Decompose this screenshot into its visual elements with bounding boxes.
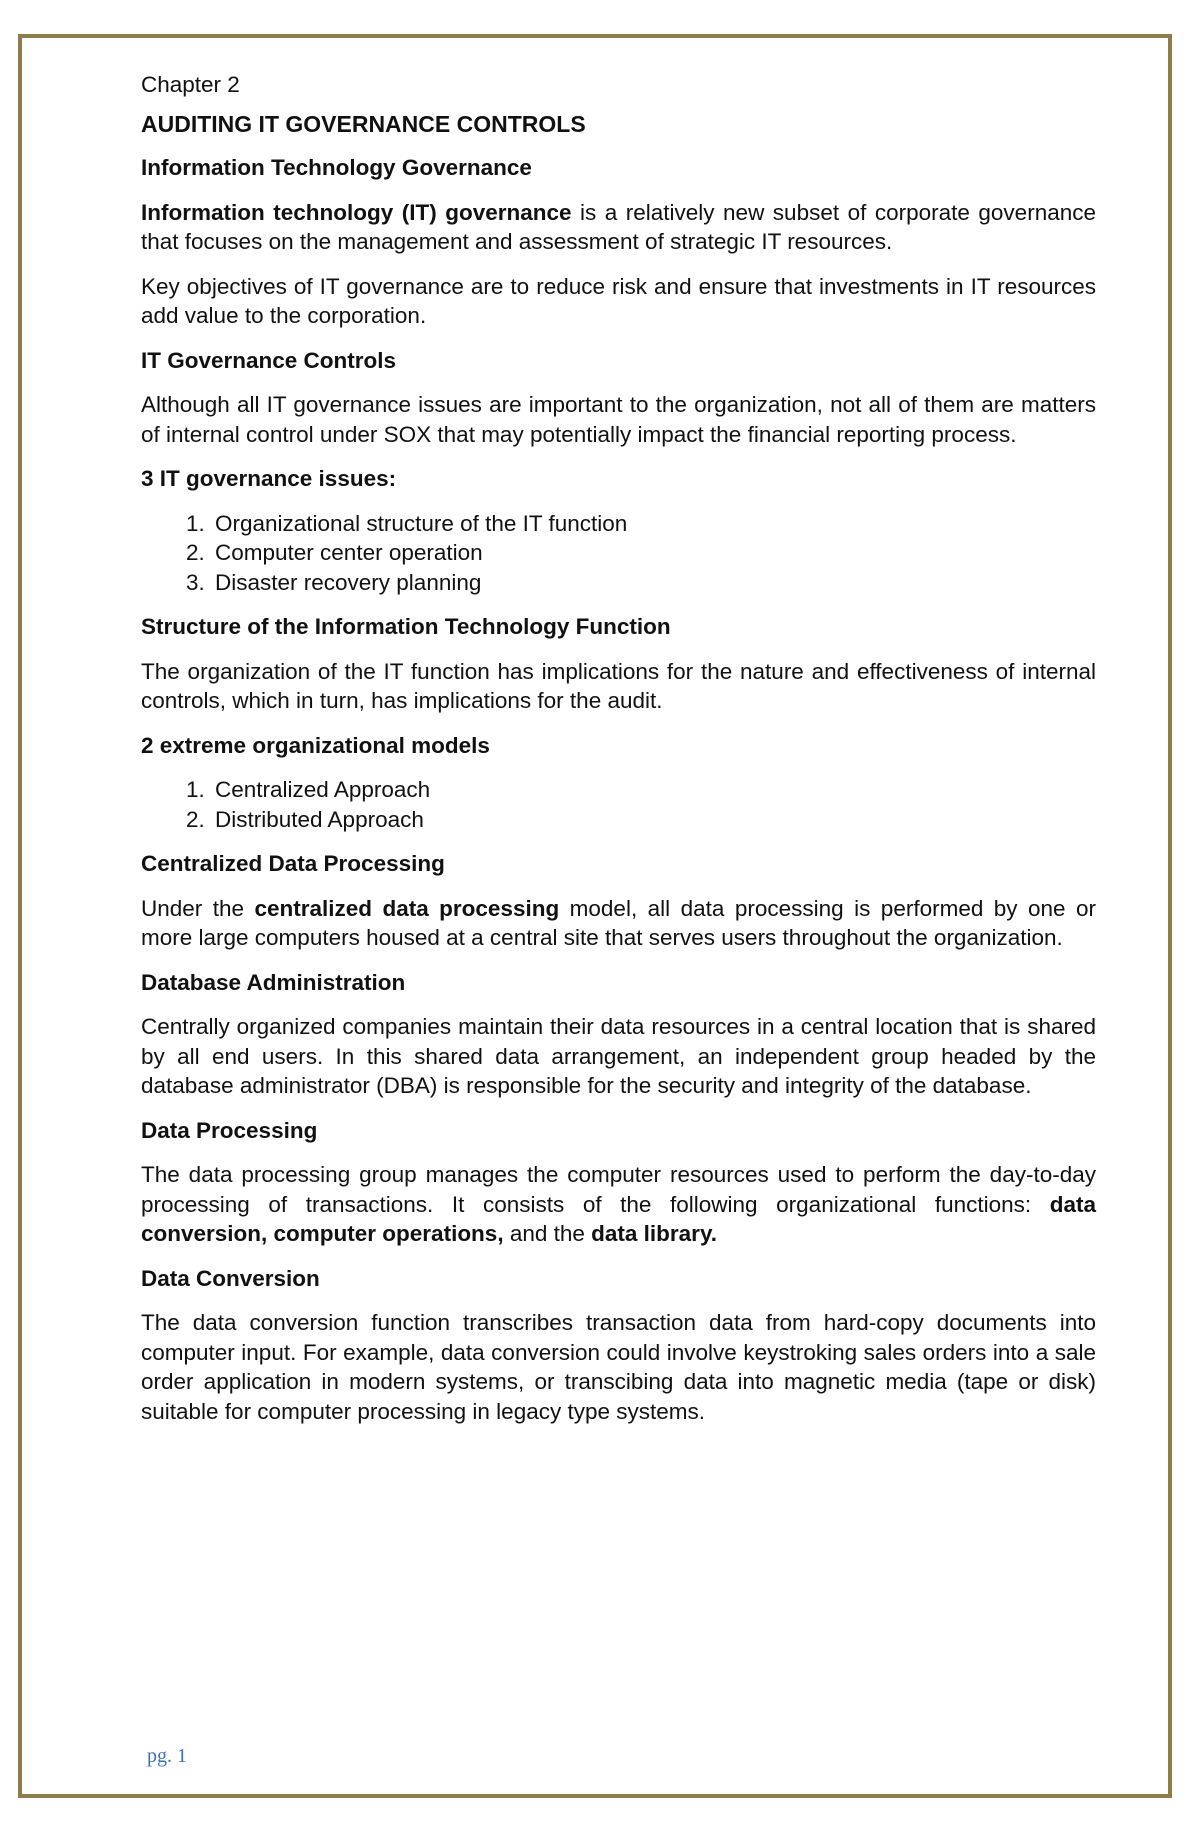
document-title: AUDITING IT GOVERNANCE CONTROLS	[141, 110, 586, 137]
heading-database-administration: Database Administration	[141, 969, 406, 995]
paragraph-database-administration: Centrally organized companies maintain their data resources in a central location that is shared by all end users. In this shared data arrangement, an independent group headed by the database administrator (DBA) is responsible for the security and integrity of the database.	[141, 1014, 1096, 1098]
organizational-models-list	[141, 775, 1096, 834]
list-item: 3. Disaster recovery planning	[211, 568, 1096, 598]
paragraph-it-governance-definition	[141, 198, 1096, 257]
list-item: 1. Centralized Approach	[211, 775, 1096, 805]
bold-term: data conversion, computer operations,	[141, 1191, 1096, 1246]
list-item: 2. Distributed Approach	[211, 805, 1096, 835]
governance-issues-list	[141, 509, 1096, 598]
bold-term: centralized data processing	[254, 895, 560, 921]
paragraph-text: The data processing group manages the computer resources used to perform the day-to-day processing of transactions. It consists of the following organizational functions:	[141, 1162, 1096, 1217]
heading-organizational-models: 2 extreme organizational models	[141, 732, 490, 758]
heading-it-governance-controls: IT Governance Controls	[141, 347, 397, 373]
paragraph-centralized-data-processing	[141, 894, 1096, 953]
heading-it-governance: Information Technology Governance	[141, 155, 532, 180]
heading-data-processing: Data Processing	[141, 1117, 318, 1143]
bold-term: data library.	[591, 1221, 718, 1246]
heading-governance-issues: 3 IT governance issues:	[141, 466, 397, 491]
paragraph-governance-controls: Although all IT governance issues are important to the organization, not all of them are matters of internal control under SOX that may potentially impact the financial reporting process.	[141, 392, 1096, 447]
page-number: pg. 1	[147, 1745, 187, 1767]
list-item: 1. Organizational structure of the IT function	[211, 509, 1096, 539]
paragraph-text: model, all data processing is performed by one or more large computers housed at a central site that serves users throughout the organization.	[141, 895, 1097, 950]
document-body	[141, 70, 1096, 1441]
paragraph-data-conversion: The data conversion function transcribes transaction data from hard-copy documents into computer input. For example, data conversion could involve keystroking sales orders into a sale order application in modern systems, or transcibing data into magnetic media (tape or disk) suitable for computer processing in legacy type systems.	[141, 1310, 1096, 1424]
paragraph-structure-it-function: The organization of the IT function has implications for the nature and effectiveness of internal controls, which in turn, has implications for the audit.	[141, 658, 1096, 713]
heading-data-conversion: Data Conversion	[141, 1265, 320, 1291]
heading-structure-it-function: Structure of the Information Technology Function	[141, 614, 671, 639]
heading-centralized-data-processing: Centralized Data Processing	[141, 851, 445, 876]
list-item: 2. Computer center operation	[211, 538, 1096, 568]
paragraph-text: and the	[503, 1221, 592, 1246]
bold-term: Information technology (IT) governance	[141, 199, 572, 225]
paragraph-text: is a relatively new subset of corporate governance that focuses on the management and assessment of strategic IT resources.	[141, 199, 1096, 254]
chapter-label: Chapter 2	[141, 72, 240, 97]
paragraph-text: Under the	[141, 895, 255, 921]
paragraph-key-objectives: Key objectives of IT governance are to reduce risk and ensure that investments in IT resources add value to the corporation.	[141, 273, 1096, 328]
paragraph-data-processing	[141, 1160, 1096, 1249]
